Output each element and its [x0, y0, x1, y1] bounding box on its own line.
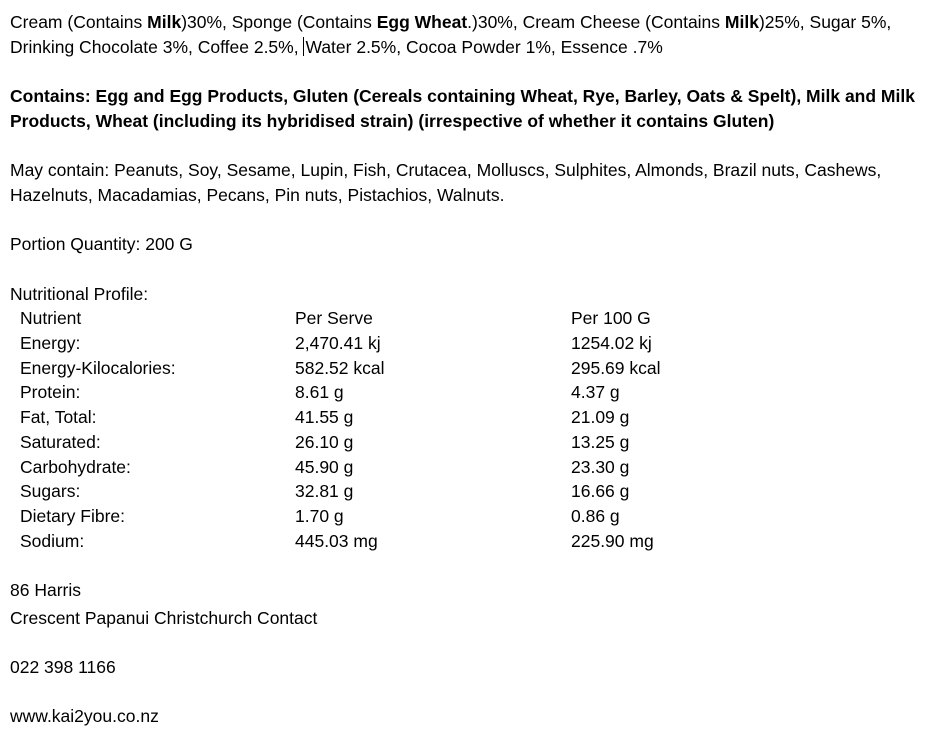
per-serve-value: 26.10 g: [295, 431, 354, 452]
nutrient-name: Energy-Kilocalories:: [20, 357, 176, 378]
per-serve-value: 445.03 mg: [295, 530, 378, 551]
portion-quantity: Portion Quantity: 200 G: [10, 234, 193, 255]
spacer: [10, 208, 930, 233]
spacer: [10, 59, 930, 84]
table-row: [20, 356, 871, 381]
per-100g-value: 23.30 g: [571, 456, 630, 477]
nutrition-table: [20, 306, 871, 553]
may-contain-line: May contain: Peanuts, Soy, Sesame, Lupin, Fish, Crutacea, Molluscs, Sulphites, Almonds, Brazil nuts, Cashews,: [10, 160, 882, 181]
per-serve-value: 45.90 g: [295, 456, 354, 477]
table-row: [20, 529, 871, 554]
may-contain-paragraph: [10, 158, 930, 207]
phone-number: 022 398 1166: [10, 656, 116, 677]
per-100g-value: 225.90 mg: [571, 530, 654, 551]
ingredients-text: )25%, Sugar 5%,: [758, 12, 892, 32]
nutrient-name: Dietary Fibre:: [20, 506, 126, 526]
table-row: [20, 405, 871, 430]
allergen-egg-wheat: Egg Wheat: [376, 12, 468, 32]
nutrient-name: Saturated:: [20, 431, 101, 452]
nutrient-name: Fat, Total:: [20, 407, 97, 428]
per-100g-value: 1254.02 kj: [571, 333, 652, 354]
per-100g-value: 13.25 g: [571, 431, 630, 452]
table-row: [20, 455, 871, 480]
ingredients-text: Drinking Chocolate 3%, Coffee 2.5%,: [10, 36, 304, 57]
table-row: [20, 479, 871, 504]
nutrient-name: Sugars:: [20, 481, 81, 502]
column-header: Per 100 G: [571, 308, 651, 329]
ingredients-paragraph: [10, 10, 930, 59]
allergen-milk: Milk: [724, 12, 759, 32]
spacer: [10, 134, 930, 159]
spacer: [10, 680, 930, 705]
table-row: [20, 430, 871, 455]
contains-paragraph: [10, 84, 930, 133]
per-serve-value: 582.52 kcal: [295, 357, 385, 378]
ingredients-text: Water 2.5%, Cocoa Powder 1%, Essence .7%: [305, 36, 663, 57]
may-contain-line: Hazelnuts, Macadamias, Pecans, Pin nuts, Pistachios, Walnuts.: [10, 184, 505, 205]
per-100g-value: 295.69 kcal: [571, 357, 661, 378]
table-row: [20, 504, 871, 529]
allergen-milk: Milk: [147, 12, 182, 32]
spacer: [10, 257, 930, 282]
per-serve-value: 2,470.41 kj: [295, 333, 381, 354]
address-line: 86 Harris: [10, 580, 81, 601]
column-header: Nutrient: [20, 308, 82, 329]
website-url: www.kai2you.co.nz: [10, 706, 159, 727]
per-serve-value: 32.81 g: [295, 481, 354, 502]
per-serve-value: 41.55 g: [295, 407, 354, 428]
per-100g-value: 16.66 g: [571, 481, 630, 502]
table-row: [20, 380, 871, 405]
ingredients-text: .)30%, Cream Cheese (Contains: [467, 12, 725, 32]
nutrient-name: Sodium:: [20, 530, 85, 551]
contains-line: Contains: Egg and Egg Products, Gluten (Cereals containing Wheat, Rye, Barley, Oats & Spelt), Milk and Milk: [10, 86, 915, 107]
address-line: Crescent Papanui Christchurch Contact: [10, 607, 318, 628]
nutrition-heading: Nutritional Profile:: [10, 283, 149, 304]
table-row: [20, 331, 871, 356]
per-serve-value: 1.70 g: [295, 506, 344, 526]
per-100g-value: 4.37 g: [571, 382, 620, 403]
contains-line: Products, Wheat (including its hybridised strain) (irrespective of whether it contains Gluten): [10, 110, 775, 131]
ingredients-text: Cream (Contains: [10, 12, 148, 32]
per-100g-value: 0.86 g: [571, 506, 620, 526]
spacer: [10, 633, 930, 655]
per-serve-value: 8.61 g: [295, 382, 344, 403]
column-header: Per Serve: [295, 308, 373, 329]
table-header-row: [20, 306, 871, 331]
nutrient-name: Carbohydrate:: [20, 456, 131, 477]
nutrient-name: Energy:: [20, 333, 81, 354]
ingredients-text: )30%, Sponge (Contains: [181, 12, 377, 32]
document-body[interactable]: [10, 10, 930, 729]
nutrient-name: Protein:: [20, 382, 81, 403]
per-100g-value: 21.09 g: [571, 407, 630, 428]
spacer: [10, 553, 930, 578]
